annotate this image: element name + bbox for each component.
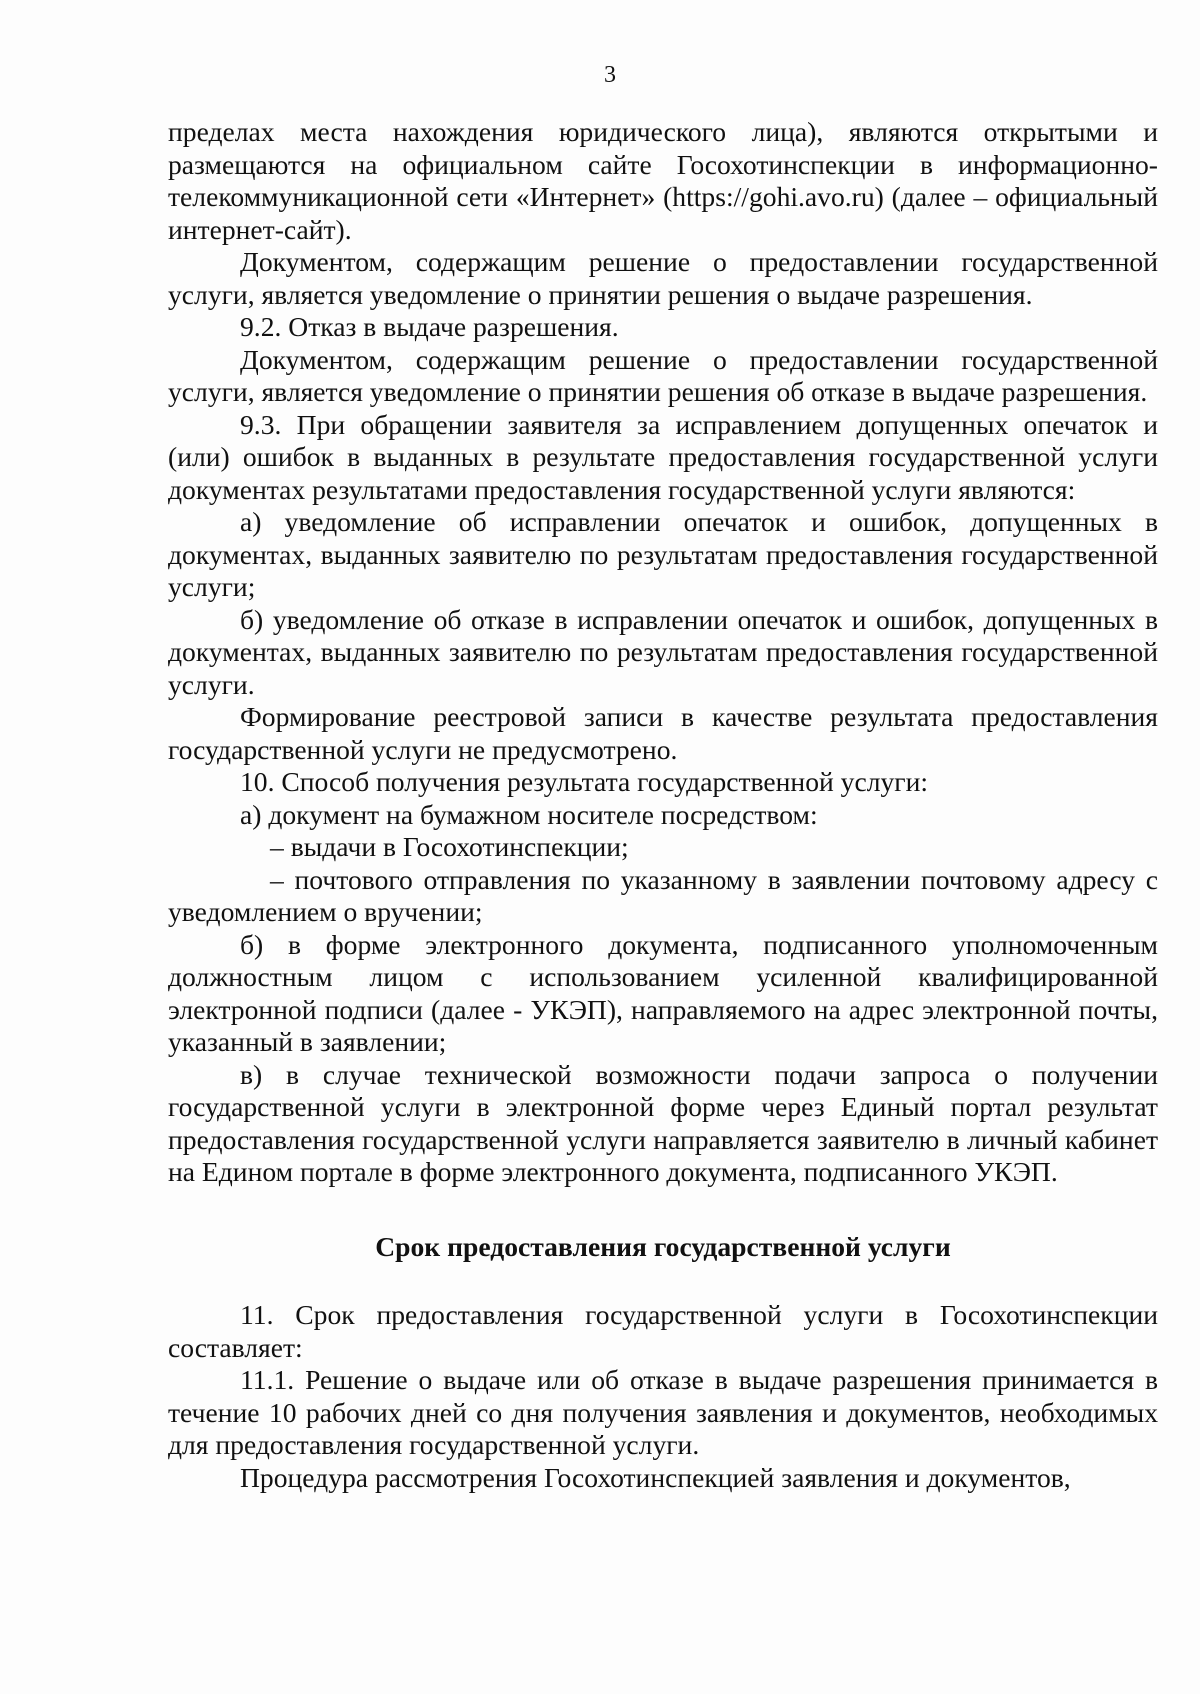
page-number: 3 xyxy=(604,62,616,88)
paragraph: Процедура рассмотрения Госохотинспекцией заявления и документов, xyxy=(240,1461,1071,1493)
paragraph: Документом, содержащим решение о предоставлении государственной услуги, является уведомление о принятии решения об отказе в выдаче разрешения. xyxy=(168,343,1158,407)
list-item: – выдачи в Госохотинспекции; xyxy=(270,831,629,862)
paragraph: пределах места нахождения юридического лица), являются открытыми и размещаются на официальном сайте Госохотинспекции в информационно-телекоммуникационной сети «Интернет» (https://gohi.avo.ru) (далее – официальный интернет-сайт). xyxy=(168,116,1158,245)
paragraph: Формирование реестровой записи в качестве результата предоставления государственной услуги не предусмотрено. xyxy=(168,701,1158,765)
section-heading: Срок предоставления государственной услуги xyxy=(375,1230,951,1262)
paragraph: 10. Способ получения результата государственной услуги: xyxy=(240,766,929,797)
paragraph: 9.3. При обращении заявителя за исправлением допущенных опечаток и (или) ошибок в выданных в результате предоставления государственной услуги документах результатами предоставления государственной услуги являются: xyxy=(168,408,1158,505)
document-body xyxy=(168,116,1158,1494)
list-item: – почтового отправления по указанному в заявлении почтовому адресу с уведомлением о вручении; xyxy=(168,863,1158,927)
paragraph: 11. Срок предоставления государственной услуги в Госохотинспекции составляет: xyxy=(168,1299,1158,1363)
paragraph: 9.2. Отказ в выдаче разрешения. xyxy=(240,311,619,342)
paragraph: а) документ на бумажном носителе посредством: xyxy=(240,798,818,830)
paragraph: в) в случае технической возможности подачи запроса о получении государственной услуги в электронной форме через Единый портал результат предоставления государственной услуги направляется заявителю в личный кабинет на Едином портале в форме электронного документа, подписанного УКЭП. xyxy=(168,1058,1158,1187)
paragraph: б) в форме электронного документа, подписанного уполномоченным должностным лицом с использованием усиленной квалифицированной электронной подписи (далее - УКЭП), направляемого на адрес электронной почты, указанный в заявлении; xyxy=(168,928,1158,1057)
paragraph: б) уведомление об отказе в исправлении опечаток и ошибок, допущенных в документах, выданных заявителю по результатам предоставления государственной услуги. xyxy=(168,603,1158,700)
paragraph: 11.1. Решение о выдаче или об отказе в выдаче разрешения принимается в течение 10 рабочих дней со дня получения заявления и документов, необходимых для предоставления государственной услуги. xyxy=(168,1364,1158,1460)
paragraph: Документом, содержащим решение о предоставлении государственной услуги, является уведомление о принятии решения о выдаче разрешения. xyxy=(168,246,1158,310)
paragraph: а) уведомление об исправлении опечаток и ошибок, допущенных в документах, выданных заявителю по результатам предоставления государственной услуги; xyxy=(168,506,1158,602)
